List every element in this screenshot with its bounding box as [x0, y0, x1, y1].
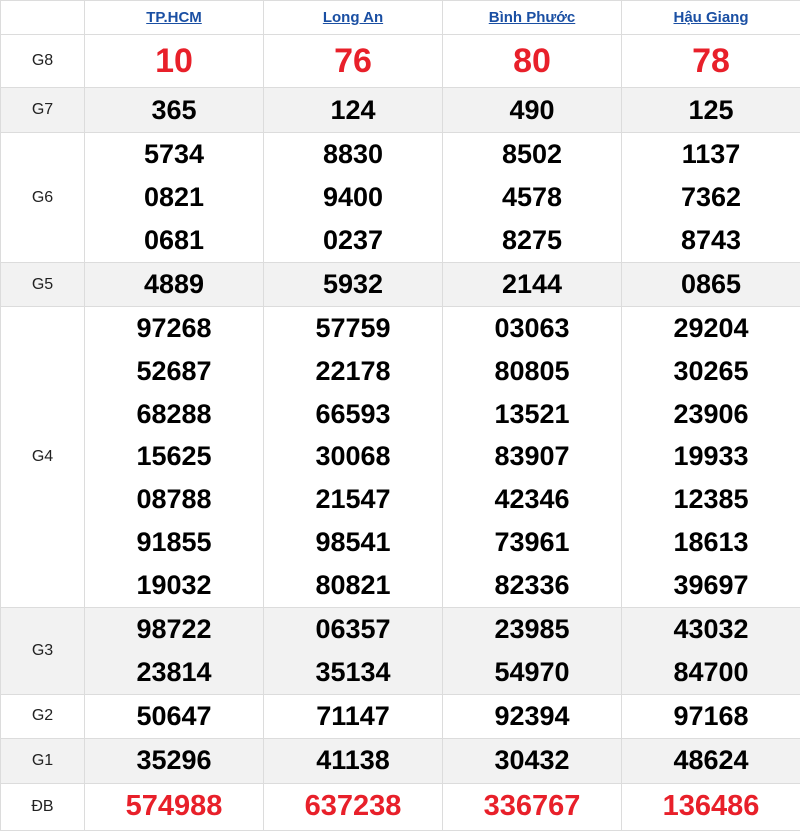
prize-number: 43032: [622, 608, 800, 651]
prize-number: 490: [443, 89, 621, 132]
prize-label: G7: [1, 88, 85, 133]
prize-cell: [264, 738, 443, 783]
prize-label: ĐB: [1, 783, 85, 830]
prize-number: 574988: [85, 785, 263, 828]
prize-cell: [443, 263, 622, 307]
prize-number: 0237: [264, 219, 442, 262]
province-header: [85, 1, 264, 35]
province-link[interactable]: Hậu Giang: [673, 9, 748, 26]
prize-cell: [443, 694, 622, 738]
prize-number: 19933: [622, 435, 800, 478]
prize-number: 42346: [443, 478, 621, 521]
prize-number: 23985: [443, 608, 621, 651]
prize-cell: [622, 694, 800, 738]
prize-number: 78: [622, 40, 800, 83]
prize-cell: [85, 694, 264, 738]
prize-number: 637238: [264, 785, 442, 828]
prize-number: 0681: [85, 219, 263, 262]
prize-number: 22178: [264, 350, 442, 393]
prize-number: 5734: [85, 133, 263, 176]
prize-number: 66593: [264, 393, 442, 436]
prize-number: 7362: [622, 176, 800, 219]
prize-cell: [264, 88, 443, 133]
prize-cell: [622, 307, 800, 608]
prize-number: 10: [85, 40, 263, 83]
prize-row: [1, 133, 800, 263]
prize-number: 76: [264, 40, 442, 83]
prize-number: 97168: [622, 695, 800, 738]
prize-cell: [622, 35, 800, 88]
prize-label: G8: [1, 35, 85, 88]
prize-number: 52687: [85, 350, 263, 393]
prize-number: 98722: [85, 608, 263, 651]
prize-cell: [85, 738, 264, 783]
prize-number: 13521: [443, 393, 621, 436]
prize-number: 50647: [85, 695, 263, 738]
prize-cell: [264, 263, 443, 307]
prize-number: 92394: [443, 695, 621, 738]
prize-cell: [85, 88, 264, 133]
prize-number: 82336: [443, 564, 621, 607]
prize-cell: [85, 307, 264, 608]
prize-number: 23906: [622, 393, 800, 436]
prize-number: 73961: [443, 521, 621, 564]
prize-cell: [622, 783, 800, 830]
prize-cell: [443, 35, 622, 88]
prize-cell: [443, 307, 622, 608]
prize-number: 4578: [443, 176, 621, 219]
prize-label: G5: [1, 263, 85, 307]
prize-row: [1, 88, 800, 133]
prize-label: G3: [1, 607, 85, 694]
prize-cell: [622, 263, 800, 307]
prize-number: 35296: [85, 739, 263, 782]
prize-number: 29204: [622, 307, 800, 350]
prize-number: 08788: [85, 478, 263, 521]
prize-number: 8830: [264, 133, 442, 176]
prize-label: G4: [1, 307, 85, 608]
prize-number: 124: [264, 89, 442, 132]
prize-number: 80821: [264, 564, 442, 607]
prize-number: 30068: [264, 435, 442, 478]
prize-number: 336767: [443, 785, 621, 828]
prize-number: 19032: [85, 564, 263, 607]
prize-label: G2: [1, 694, 85, 738]
prize-number: 30432: [443, 739, 621, 782]
prize-number: 30265: [622, 350, 800, 393]
prize-number: 0821: [85, 176, 263, 219]
province-link[interactable]: Long An: [323, 9, 383, 26]
prize-number: 35134: [264, 651, 442, 694]
prize-number: 23814: [85, 651, 263, 694]
prize-number: 71147: [264, 695, 442, 738]
prize-cell: [622, 133, 800, 263]
prize-row: [1, 607, 800, 694]
prize-number: 8743: [622, 219, 800, 262]
prize-number: 8502: [443, 133, 621, 176]
prize-row: [1, 738, 800, 783]
province-link[interactable]: Bình Phước: [489, 9, 576, 26]
prize-cell: [443, 738, 622, 783]
prize-cell: [264, 783, 443, 830]
prize-cell: [85, 783, 264, 830]
prize-cell: [622, 88, 800, 133]
prize-label: G1: [1, 738, 85, 783]
prize-number: 18613: [622, 521, 800, 564]
province-link[interactable]: TP.HCM: [146, 9, 202, 26]
prize-number: 57759: [264, 307, 442, 350]
prize-cell: [622, 607, 800, 694]
prize-cell: [622, 738, 800, 783]
prize-cell: [85, 607, 264, 694]
prize-number: 12385: [622, 478, 800, 521]
prize-number: 68288: [85, 393, 263, 436]
prize-number: 1137: [622, 133, 800, 176]
prize-cell: [264, 307, 443, 608]
prize-cell: [85, 263, 264, 307]
prize-number: 136486: [622, 785, 800, 828]
prize-number: 48624: [622, 739, 800, 782]
prize-row: [1, 783, 800, 830]
province-header: [443, 1, 622, 35]
prize-row: [1, 263, 800, 307]
prize-number: 365: [85, 89, 263, 132]
header-row: [1, 1, 800, 35]
prize-number: 2144: [443, 263, 621, 306]
prize-number: 0865: [622, 263, 800, 306]
prize-number: 97268: [85, 307, 263, 350]
province-header: [622, 1, 800, 35]
prize-number: 8275: [443, 219, 621, 262]
prize-number: 98541: [264, 521, 442, 564]
prize-number: 41138: [264, 739, 442, 782]
prize-number: 125: [622, 89, 800, 132]
province-header: [264, 1, 443, 35]
prize-number: 91855: [85, 521, 263, 564]
corner-cell: [1, 1, 85, 35]
prize-cell: [85, 133, 264, 263]
prize-cell: [85, 35, 264, 88]
prize-number: 83907: [443, 435, 621, 478]
prize-row: [1, 307, 800, 608]
prize-number: 84700: [622, 651, 800, 694]
prize-cell: [264, 133, 443, 263]
prize-cell: [443, 783, 622, 830]
prize-cell: [443, 133, 622, 263]
prize-number: 15625: [85, 435, 263, 478]
prize-number: 4889: [85, 263, 263, 306]
prize-label: G6: [1, 133, 85, 263]
prize-number: 9400: [264, 176, 442, 219]
prize-row: [1, 694, 800, 738]
prize-cell: [443, 88, 622, 133]
prize-number: 80805: [443, 350, 621, 393]
prize-cell: [264, 694, 443, 738]
prize-number: 39697: [622, 564, 800, 607]
prize-number: 54970: [443, 651, 621, 694]
prize-number: 06357: [264, 608, 442, 651]
prize-cell: [264, 35, 443, 88]
prize-cell: [443, 607, 622, 694]
prize-number: 21547: [264, 478, 442, 521]
prize-number: 5932: [264, 263, 442, 306]
prize-number: 80: [443, 40, 621, 83]
prize-row: [1, 35, 800, 88]
prize-cell: [264, 607, 443, 694]
prize-number: 03063: [443, 307, 621, 350]
